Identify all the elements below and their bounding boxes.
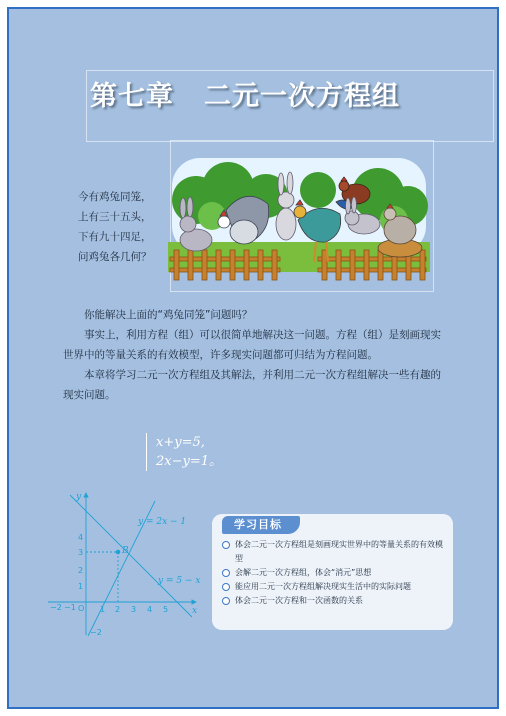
goal-item	[222, 538, 445, 566]
bullet-icon	[222, 583, 230, 591]
line-y-5-x	[70, 495, 192, 617]
intro-text	[63, 305, 443, 405]
line1-label: y = 2x − 1	[138, 517, 187, 527]
equation-1: x+y=5,	[156, 435, 205, 450]
x-tick: 1	[100, 605, 106, 614]
bullet-icon	[222, 597, 230, 605]
intro-paragraph: 本章将学习二元一次方程组及其解法，并利用二元一次方程组解决一些有趣的现实问题。	[63, 369, 441, 401]
chapter-name: 二元一次方程组	[204, 81, 400, 112]
y-tick: −2	[90, 628, 102, 637]
chapter-number: 第七章	[90, 81, 174, 112]
intro-paragraph: 事实上，利用方程（组）可以很简单地解决这一问题。方程（组）是刻画现实世界中的等量关系的有效模型，许多现实问题都可归结为方程问题。	[63, 329, 441, 361]
bullet-icon	[222, 569, 230, 577]
intro-paragraph: 你能解决上面的“鸡兔同笼”问题吗？	[84, 309, 253, 321]
y-tick: 3	[78, 548, 84, 557]
y-tick: 1	[78, 582, 84, 591]
y-tick: 4	[78, 533, 84, 542]
line2-label: y = 5 − x	[158, 576, 201, 586]
x-tick: 5	[163, 605, 169, 614]
x-tick: 3	[131, 605, 137, 614]
goal-item	[222, 594, 445, 608]
y-axis-label: y	[76, 492, 82, 502]
rabbits-chickens-illustration	[168, 150, 430, 292]
x-tick: 4	[147, 605, 153, 614]
chapter-title	[90, 74, 400, 113]
equation-2: 2x−y=1。	[156, 454, 223, 469]
poem-line: 今有鸡兔同笼，	[78, 191, 152, 203]
x-axis-label: x	[192, 606, 198, 616]
poem-line: 上有三十五头，	[78, 211, 152, 223]
poem-line: 下有九十四足，	[78, 231, 152, 243]
function-graph	[40, 485, 220, 645]
x-tick: 2	[115, 605, 121, 614]
goal-text: 能应用二元一次方程组解决现实生活中的实际问题	[235, 582, 411, 591]
origin-label: O	[78, 604, 85, 613]
poem-line: 问鸡兔各几何？	[78, 251, 152, 263]
point-label: B	[122, 546, 129, 556]
goal-item	[222, 566, 445, 580]
riddle-poem	[78, 187, 152, 267]
goal-item	[222, 580, 445, 594]
x-tick: −2	[50, 603, 62, 612]
learning-goals-title: 学习目标	[222, 516, 300, 534]
y-tick: 2	[78, 566, 84, 575]
intersection-point	[116, 550, 120, 554]
goal-text: 会解二元一次方程组，体会“消元”思想	[235, 568, 372, 577]
x-tick: −1	[64, 603, 76, 612]
goal-text: 体会二元一次方程组是刻画现实世界中的等量关系的有效模型	[235, 540, 443, 563]
equation-system	[146, 433, 222, 471]
bullet-icon	[222, 541, 230, 549]
goal-text: 体会二元一次方程和一次函数的关系	[235, 596, 363, 605]
